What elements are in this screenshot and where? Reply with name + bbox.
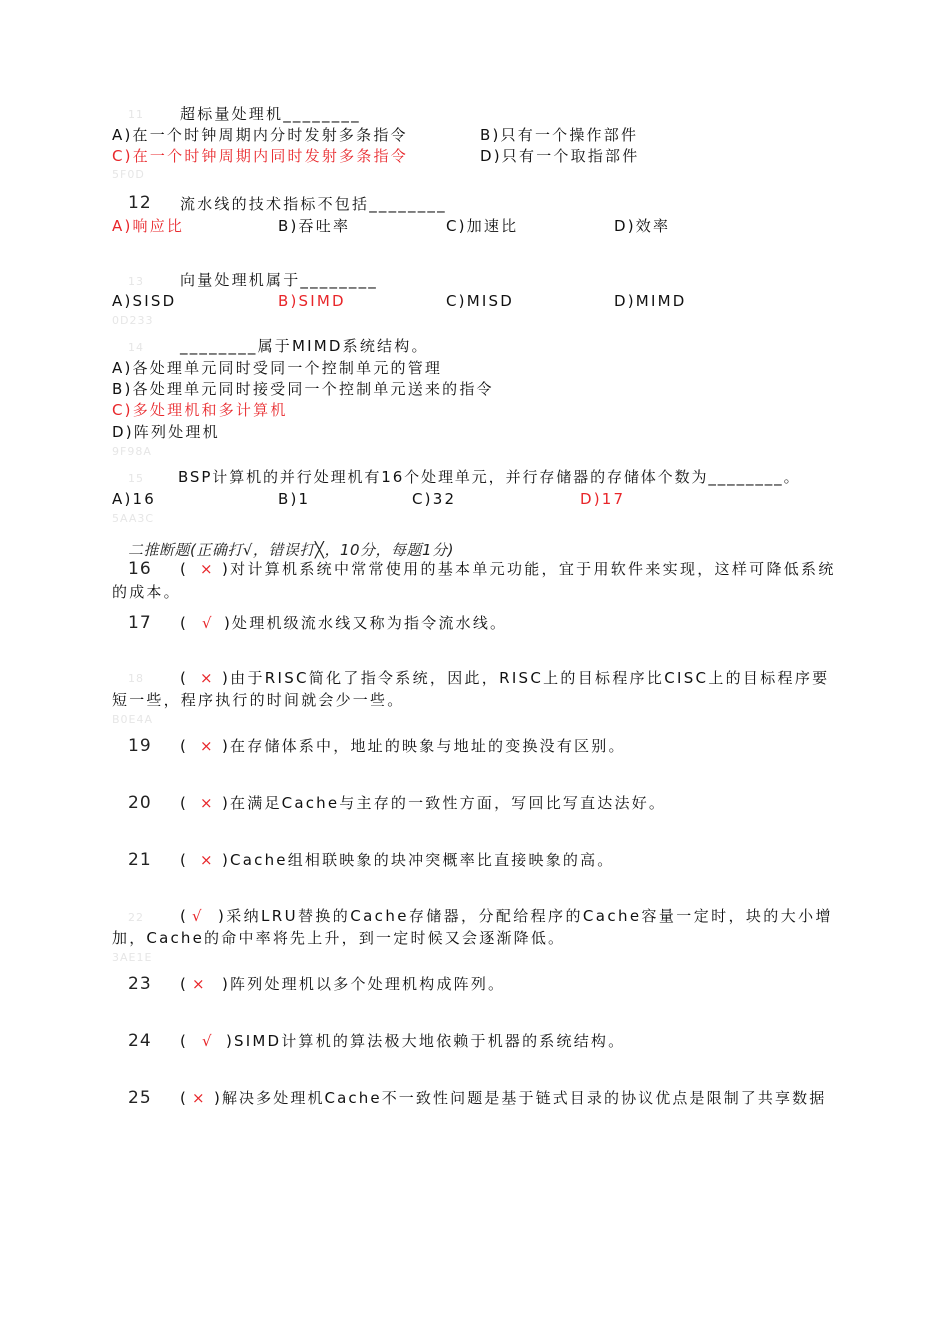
watermark-code: 5AA3C (112, 512, 155, 525)
question-number: 24 (128, 1031, 152, 1051)
option-b-correct: B)SIMD (278, 292, 346, 310)
option-b: B)1 (278, 490, 311, 508)
answer-mark: × (200, 737, 215, 755)
question-number: 12 (128, 193, 152, 213)
option-a: A)SISD (112, 292, 177, 310)
question-number: 19 (128, 736, 152, 756)
statement-line: )对计算机系统中常常使用的基本单元功能，宜于用软件来实现，这样可降低系统 (222, 560, 836, 578)
question-number: 17 (128, 613, 152, 633)
option-a: A)在一个时钟周期内分时发射多条指令 (112, 126, 408, 144)
question-number-faint: 14 (128, 341, 144, 354)
section-title: 二推断题(正确打√，错误打╳，10分，每题1分) (128, 541, 454, 559)
option-d: D)只有一个取指部件 (480, 147, 640, 165)
answer-bracket-open: ( (180, 737, 189, 755)
statement-continuation: 短一些，程序执行的时间就会少一些。 (112, 691, 405, 709)
question-number: 20 (128, 793, 152, 813)
option-c: C)MISD (446, 292, 514, 310)
option-b: B)各处理单元同时接受同一个控制单元送来的指令 (112, 380, 494, 398)
answer-mark: × (192, 975, 207, 993)
answer-bracket-open: ( (180, 1089, 189, 1107)
question-number-faint: 18 (128, 672, 144, 685)
statement-line: )解决多处理机Cache不一致性问题是基于链式目录的协议优点是限制了共享数据 (214, 1089, 827, 1107)
option-d: D)效率 (614, 217, 671, 235)
option-c: C)加速比 (446, 217, 519, 235)
question-stem: 向量处理机属于________ (180, 271, 379, 289)
answer-mark: × (200, 669, 215, 687)
answer-bracket-open: ( (180, 907, 189, 925)
question-number: 25 (128, 1088, 152, 1108)
question-number-faint: 13 (128, 275, 144, 288)
statement-line: )阵列处理机以多个处理机构成阵列。 (222, 975, 506, 993)
statement-continuation: 加，Cache的命中率将先上升，到一定时候又会逐渐降低。 (112, 929, 566, 947)
option-a: A)各处理单元同时受同一个控制单元的管理 (112, 359, 443, 377)
watermark-code: 3AE1E (112, 951, 153, 964)
option-c: C)32 (412, 490, 457, 508)
question-stem: ________属于MIMD系统结构。 (180, 337, 429, 355)
question-number: 16 (128, 559, 152, 579)
statement-line: )SIMD计算机的算法极大地依赖于机器的系统结构。 (226, 1032, 626, 1050)
answer-mark: × (200, 794, 215, 812)
watermark-code: 5F0D (112, 168, 145, 181)
answer-mark: √ (202, 1032, 214, 1050)
question-stem: 超标量处理机________ (180, 105, 361, 123)
answer-bracket-open: ( (180, 794, 189, 812)
statement-line: )在满足Cache与主存的一致性方面，写回比写直达法好。 (222, 794, 667, 812)
answer-bracket-open: ( (180, 975, 189, 993)
question-number-faint: 11 (128, 108, 144, 121)
statement-line: )在存储体系中，地址的映象与地址的变换没有区别。 (222, 737, 626, 755)
answer-bracket-open: ( (180, 560, 189, 578)
answer-mark: × (192, 1089, 207, 1107)
option-c-correct: C)多处理机和多计算机 (112, 401, 288, 419)
question-number-faint: 22 (128, 911, 144, 924)
statement-continuation: 的成本。 (112, 583, 181, 601)
answer-bracket-open: ( (180, 1032, 189, 1050)
statement-line: )Cache组相联映象的块冲突概率比直接映象的高。 (222, 851, 615, 869)
answer-mark: √ (192, 907, 204, 925)
option-d: D)阵列处理机 (112, 423, 220, 441)
question-number: 23 (128, 974, 152, 994)
answer-mark: × (200, 851, 215, 869)
option-b: B)只有一个操作部件 (480, 126, 639, 144)
answer-bracket-open: ( (180, 669, 189, 687)
statement-line: )处理机级流水线又称为指令流水线。 (224, 614, 508, 632)
option-c-correct: C)在一个时钟周期内同时发射多条指令 (112, 147, 408, 165)
watermark-code: 9F98A (112, 445, 152, 458)
option-d: D)MIMD (614, 292, 687, 310)
answer-bracket-open: ( (180, 614, 189, 632)
statement-line: )采纳LRU替换的Cache存储器，分配给程序的Cache容量一定时，块的大小增 (218, 907, 833, 925)
option-a-correct: A)响应比 (112, 217, 185, 235)
question-stem: 流水线的技术指标不包括________ (180, 195, 447, 213)
answer-mark: √ (202, 614, 214, 632)
watermark-code: 0D233 (112, 314, 154, 327)
answer-mark: × (200, 560, 215, 578)
answer-bracket-open: ( (180, 851, 189, 869)
question-stem: BSP计算机的并行处理机有16个处理单元，并行存储器的存储体个数为________。 (178, 468, 801, 486)
question-number: 21 (128, 850, 152, 870)
option-b: B)吞吐率 (278, 217, 351, 235)
question-number-faint: 15 (128, 472, 144, 485)
option-a: A)16 (112, 490, 157, 508)
statement-line: )由于RISC简化了指令系统，因此，RISC上的目标程序比CISC上的目标程序要 (222, 669, 830, 687)
option-d-correct: D)17 (580, 490, 626, 508)
watermark-code: B0E4A (112, 713, 154, 726)
